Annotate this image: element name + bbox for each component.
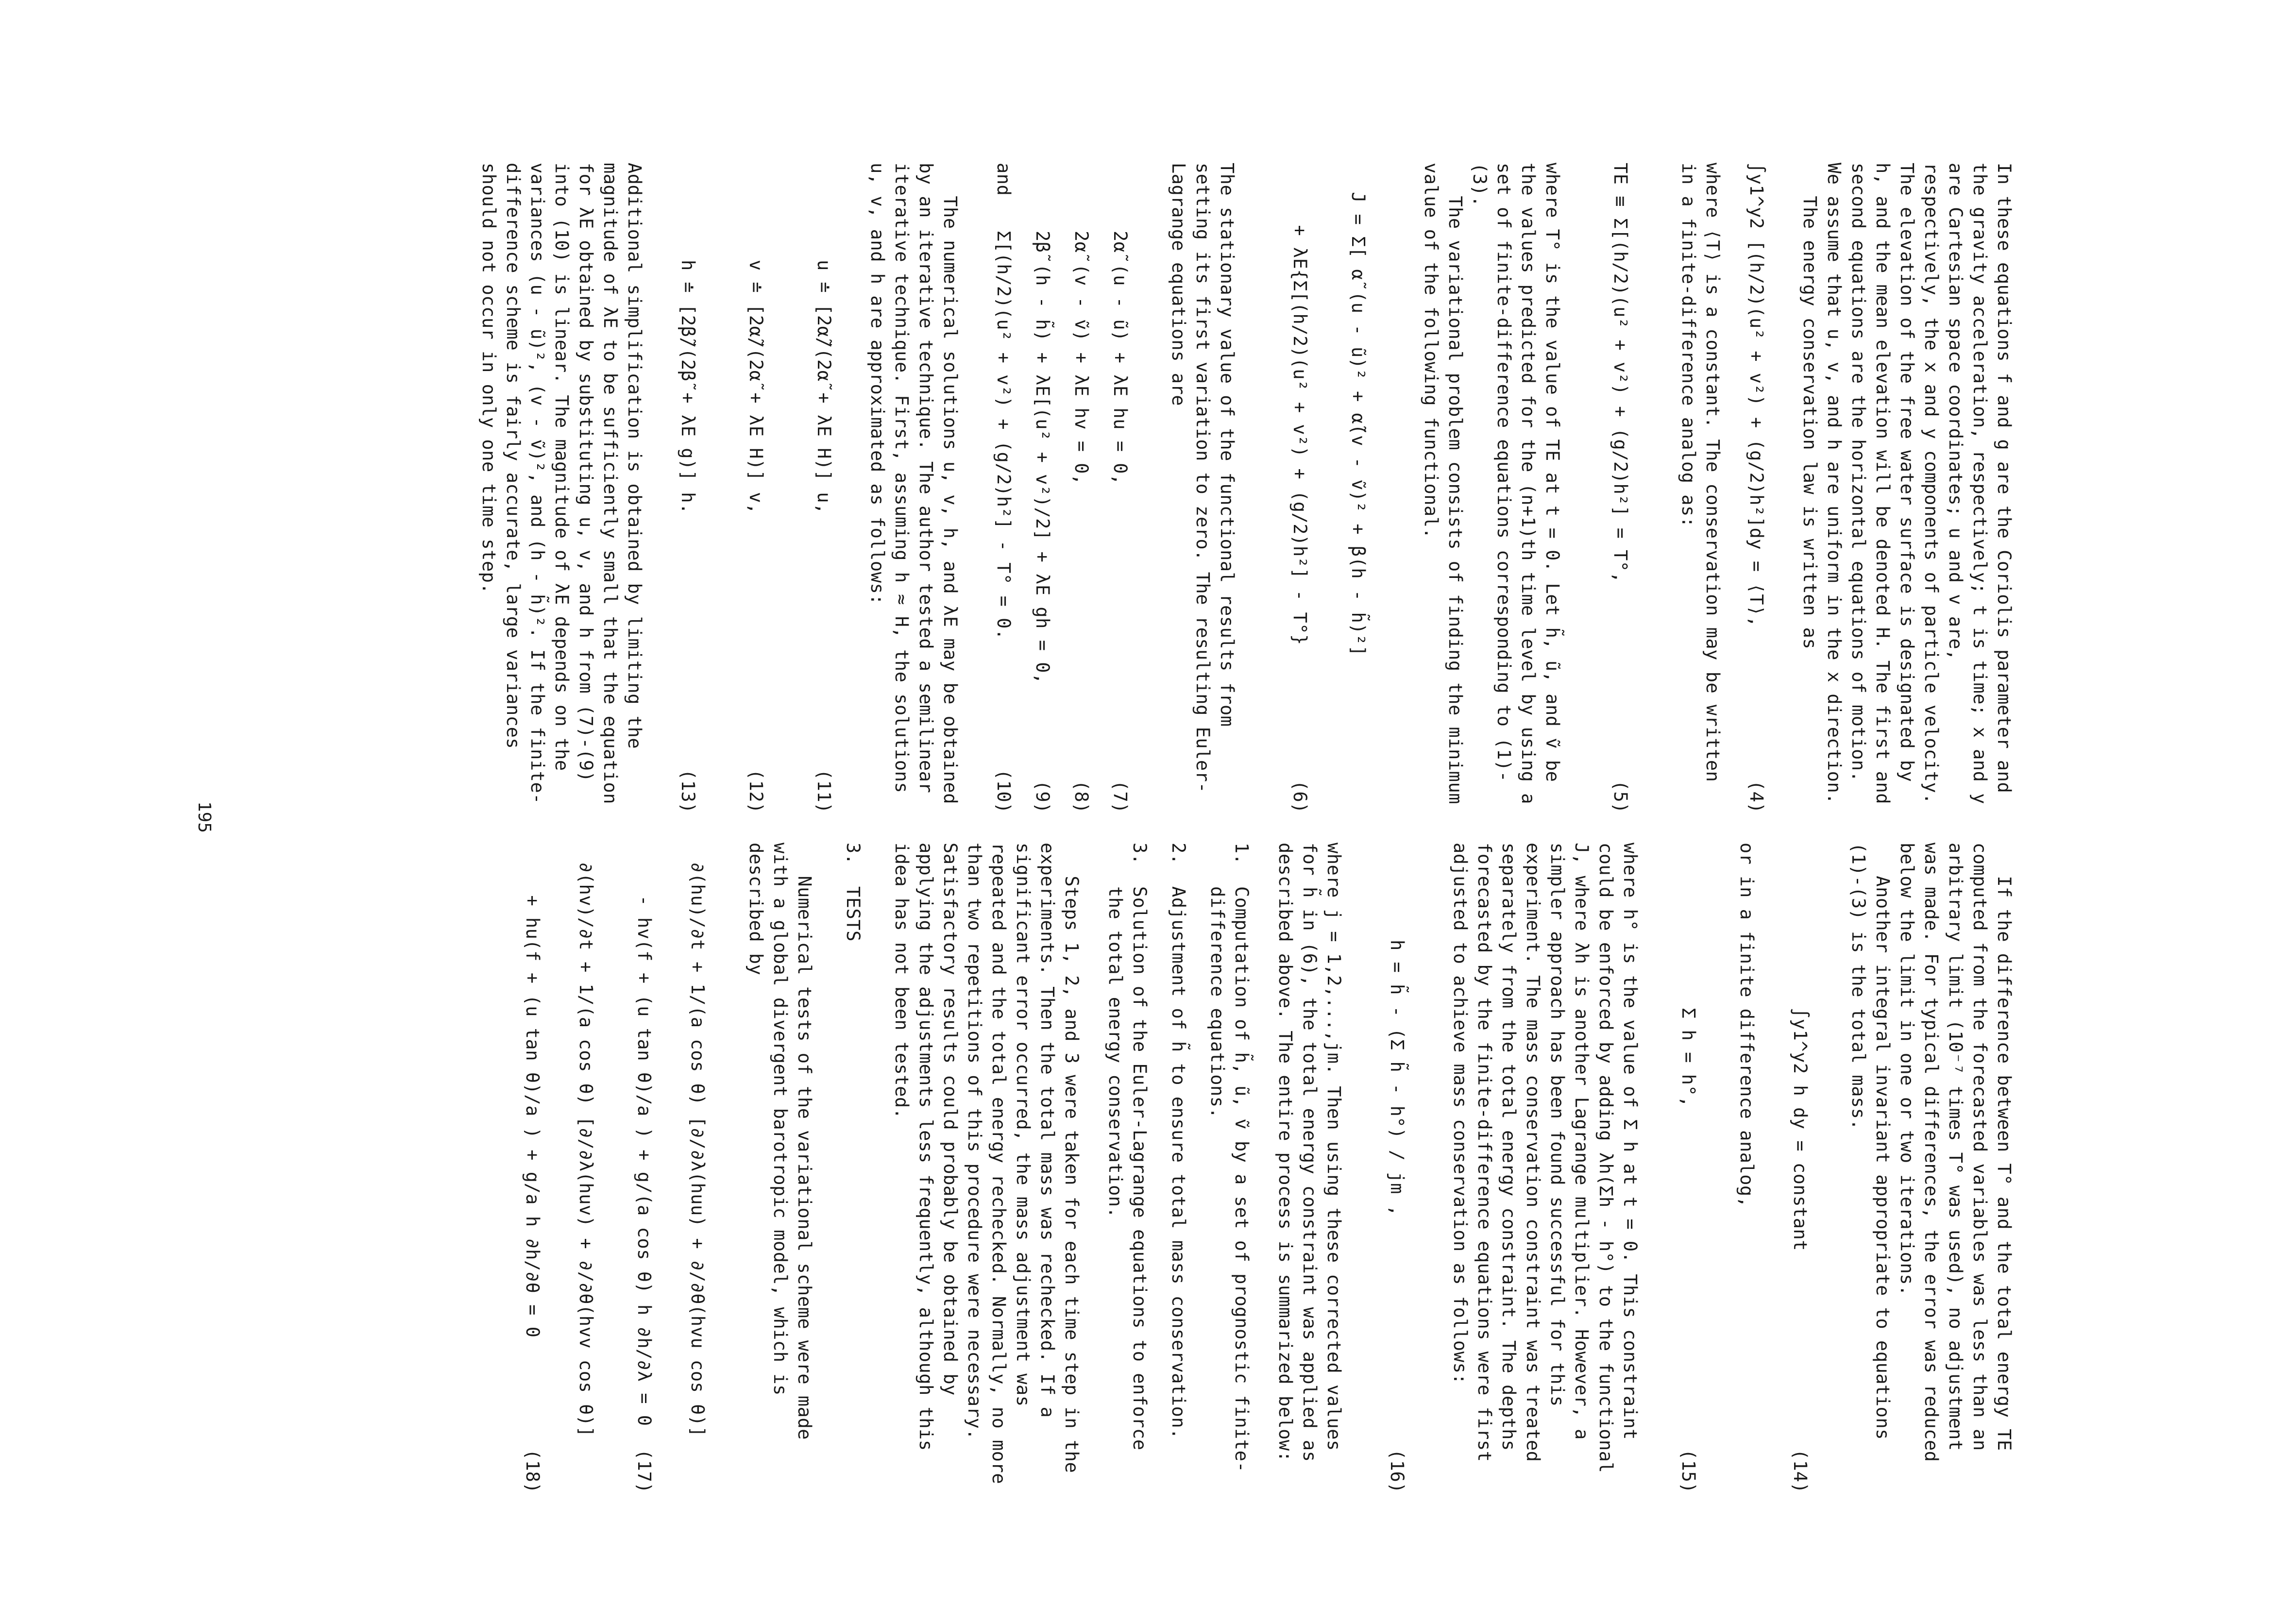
equation-10 <box>991 163 1016 813</box>
equation-text: + hu(f + (u tan θ)/a ) + g/a h ∂h/∂θ = 0 <box>522 862 543 1338</box>
equation-text: h = h̃ - (Σ h̃ - h°) / jm , <box>1387 940 1407 1217</box>
list-number: 3. <box>1129 843 1150 865</box>
paragraph: where T° is the value of TE at t = 0. Let h̃, ũ, and ṽ be the values predicted for the (n+1)th time level by using a set of finite-difference equations corresponding to (1)-(3). <box>1469 163 1563 815</box>
paragraph: The numerical solutions u, v, h, and λE may be obtained by an iterative technique. The author tested a semilinear iterative technique. First, assuming h ≈ H, the solutions u, v, and h are approximated as follows: <box>867 163 961 815</box>
equation-number: (8) <box>1071 780 1092 813</box>
equation-9 <box>1030 163 1054 813</box>
equation-text: 2β̃ (h - h̃) + λE[(u² + v²)/2] + λE gh = 0, <box>1032 231 1053 684</box>
equation-number: (9) <box>1032 780 1053 813</box>
equation-number: (17) <box>634 1449 655 1493</box>
list-text: Adjustment of h̃ to ensure total mass conservation. <box>1168 886 1189 1439</box>
approximation-equations <box>676 163 836 813</box>
paragraph: where h° is the value of Σ h at t = 0. This constraint could be enforced by adding λh(Σh - h°) to the functional J, where λh is another Lagrange multiplier. However, a simpler approach has been found successful for this experiment. The mass conservation constraint was treated separately from the total energy constraint. The depths forecasted by the finite-difference equations were first adjusted to achieve mass conservation as follows: <box>1450 843 1641 1485</box>
equation-5 <box>1608 163 1632 813</box>
equation-13 <box>676 163 700 813</box>
section-heading <box>841 843 865 1493</box>
page-number: 195 <box>194 801 214 833</box>
process-list <box>1103 843 1254 1493</box>
equation-number: (6) <box>1289 780 1310 813</box>
equation-8 <box>1069 163 1093 813</box>
equation-number: (18) <box>522 1449 543 1493</box>
equation-text: + λE{Σ[(h/2)(u² + v²) + (g/2)h²] - T°} <box>1289 192 1310 645</box>
paragraph: Steps 1, 2, and 3 were taken for each time step in the experiments. Then the total mass was rechecked. If a significant error occurred, the mass adjustment was repeated and the total energy rechecked. Normally, no more than two repetitions of this procedure were necessary. Satisfactory results could probably be obtained by applying the adjustments less frequently, although this idea has not been tested. <box>891 843 1082 1495</box>
equation-6 <box>1288 163 1370 813</box>
equation-text: ∂(hv)/∂t + 1/(a cos θ) [∂/∂λ(huv) + ∂/∂θ(hvv cos θ)] <box>576 862 596 1438</box>
equation-text: ∂(hu)/∂t + 1/(a cos θ) [∂/∂λ(huu) + ∂/∂θ(hvu cos θ)] <box>687 862 708 1438</box>
equation-6-line-1 <box>1346 163 1370 813</box>
paragraph: Another integral invariant appropriate to equations (1)-(3) is the total mass. <box>1848 843 1893 1451</box>
equation-number: (13) <box>678 769 698 813</box>
equation-18-line-1 <box>574 843 598 1493</box>
paragraph: The variational problem consists of finding the minimum value of the following functional. <box>1421 163 1466 815</box>
equation-17 <box>632 843 710 1493</box>
equation-text: J = Σ[ α̃ (u - ũ)² + α̃(v - ṽ)² + β(h - h̃)²] <box>1348 192 1369 657</box>
equation-number: (10) <box>993 769 1014 813</box>
list-item <box>1166 843 1190 1493</box>
section-number: 3. <box>843 843 864 865</box>
equation-number: (15) <box>1678 1449 1699 1493</box>
equation-text: ∫y1^y2 [(h/2)(u² + v²) + (g/2)h²]dy = ⟨T⟩, <box>1746 163 1767 627</box>
equation-12 <box>744 163 768 813</box>
equation-7 <box>1108 163 1132 813</box>
equation-16 <box>1385 843 1409 1493</box>
equation-text: Σ[(h/2)(u² + v²) + (g/2)h²] - T° = 0. <box>993 231 1014 640</box>
list-text: Solution of the Euler-Lagrange equations to enforce the total energy conservation. <box>1105 886 1150 1462</box>
paragraph: The stationary value of the functional results from setting its first variation to zero. The resulting Euler-Lagrange equations are <box>1168 163 1237 794</box>
paragraph: Additional simplification is obtained by limiting the magnitude of λE to be sufficiently small that the equation for λE obtained by substituting u, v, and h from (7)-(9) into (10) is linear. The magnitude of λE depends on the variances (u - ũ)², (v - ṽ)², and (h - h̃)². If the finite-difference scheme is fairly accurate, large variances should not occur in only one time step. <box>478 163 645 815</box>
equation-text: u ≐ [2α̃/(2α̃ + λE H)] u, <box>814 260 834 514</box>
left-column <box>476 163 2016 813</box>
equation-number: (12) <box>746 769 766 813</box>
equation-text: ∫y1^y2 h dy = constant <box>1790 1008 1811 1252</box>
equation-4 <box>1744 163 1768 813</box>
equation-text: h ≐ [2β̃/(2β̃ + λE g)] h. <box>678 260 698 514</box>
equation-text: v ≐ [2α̃/(2α̃ + λE H)] v, <box>746 260 766 514</box>
equation-number: (7) <box>1110 780 1131 813</box>
list-number: 1. <box>1231 843 1252 865</box>
equation-6-line-2 <box>1288 163 1312 813</box>
paragraph: where j = 1,2,...,jm. Then using these corrected values for h̃ in (6), the total energy constraint was applied as described above. The entire process is summarized below: <box>1275 843 1344 1473</box>
equation-text: 2α̃ (v - ṽ) + λE hv = 0, <box>1071 231 1092 485</box>
paragraph: Numerical tests of the variational scheme were made with a global divergent barotropic model, which is described by <box>746 843 815 1451</box>
and-label: and <box>993 163 1014 196</box>
paragraph: The energy conservation law is written as <box>1799 163 1820 650</box>
equation-number: (5) <box>1610 780 1631 813</box>
equation-number: (14) <box>1790 1449 1811 1493</box>
equation-18-line-2 <box>520 843 544 1493</box>
equation-text: 2α̃ (u - ũ) + λE hu = 0, <box>1110 231 1131 485</box>
list-text: Computation of h̃, ũ, ṽ by a set of prognostic finite-difference equations. <box>1207 886 1252 1473</box>
euler-lagrange-equations <box>991 163 1132 813</box>
paragraph: In these equations f and g are the Coriolis parameter and the gravity acceleration, respectively; t is time; x and y are Cartesian space coordinates; u and v are, respectively, the x and y components of particle velocity. The elevation of the free water surface is designated by h, and the mean elevation will be denoted H. The first and second equations are the horizontal equations of motion. We assume that u, v, and h are uniform in the x direction. <box>1824 163 2015 815</box>
section-title: TESTS <box>843 886 864 942</box>
equation-number: (16) <box>1387 1449 1407 1493</box>
equation-18 <box>520 843 598 1493</box>
equation-15 <box>1676 843 1700 1493</box>
equation-17-line-2 <box>632 843 656 1493</box>
equation-text: Σ h = h°, <box>1678 1008 1699 1107</box>
paragraph: where ⟨T⟩ is a constant. The conservation may be written in a finite-difference analog as: <box>1678 163 1723 794</box>
equation-number: (11) <box>814 769 834 813</box>
equation-17-line-1 <box>685 843 710 1493</box>
right-column <box>501 843 2016 1493</box>
list-item <box>1103 843 1152 1493</box>
list-item <box>1205 843 1254 1493</box>
paragraph: If the difference between T° and the total energy TE computed from the forecasted variables was less than an arbitrary limit (10⁻⁷ times T° was used), no adjustment was made. For typical differences, the error was reduced below the limit in one or two iterations. <box>1897 843 2015 1473</box>
list-number: 2. <box>1168 843 1189 865</box>
equation-text: - hv(f + (u tan θ)/a ) + g/(a cos θ) h ∂h/∂λ = 0 <box>634 862 655 1426</box>
equation-11 <box>812 163 836 813</box>
equation-14 <box>1788 843 1812 1493</box>
equation-text: TE ≡ Σ[(h/2)(u² + v²) + (g/2)h²] = T°, <box>1610 163 1631 583</box>
equation-number: (4) <box>1746 780 1767 813</box>
paragraph: or in a finite difference analog, <box>1736 843 1757 1208</box>
